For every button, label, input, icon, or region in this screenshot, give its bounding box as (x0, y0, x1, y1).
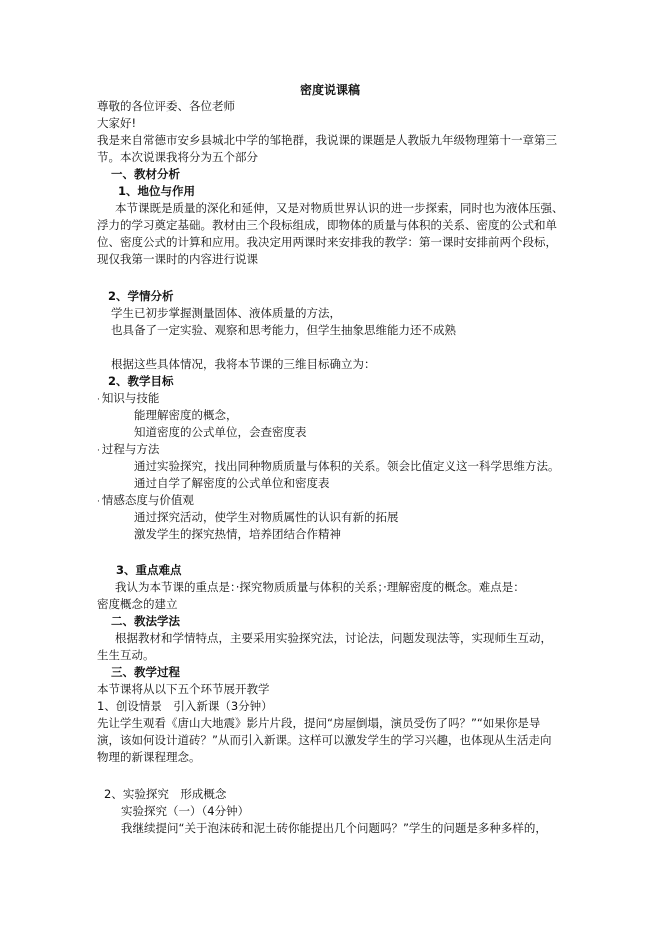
subsection-heading: 2、学情分析 (108, 289, 174, 303)
paragraph-line: 也具备了一定实验、观察和思考能力，但学生抽象思维能力还不成熟 (111, 323, 456, 337)
paragraph-line: 先让学生观看《唐山大地震》影片片段，提问“房屋倒塌，演员受伤了吗？”“如果你是导 (97, 716, 541, 730)
paragraph-line: 位、密度公式的计算和应用。我决定用两课时来安排我的教学：第一课时安排前两个段标， (97, 235, 557, 249)
goal-category-label: 知识与技能 (101, 391, 160, 405)
section-heading: 二、教法学法 (111, 614, 180, 628)
greeting-line: 大家好! (97, 116, 137, 130)
paragraph-line: 我是来自常德市安乡县城北中学的邹艳群，我说课的课题是人教版九年级物理第十一章第三 (97, 133, 557, 147)
paragraph-line: 根据这些具体情况，我将本节课的三维目标确立为： (111, 357, 376, 371)
paragraph-line: 演，该如何设计道砖？”从而引入新课。这样可以激发学生的学习兴趣，也体现从生活走向 (97, 733, 552, 747)
goal-item: 通过自学了解密度的公式单位和密度表 (134, 476, 330, 490)
step-heading: 2、实验探究 形成概念 (104, 787, 227, 801)
goal-category (97, 441, 159, 459)
goal-item: 知道密度的公式单位，会查密度表 (134, 425, 307, 439)
subsection-heading: 3、重点难点 (116, 563, 182, 577)
goal-item: 通过探究活动，使学生对物质属性的认识有新的拓展 (134, 510, 399, 524)
section-heading: 三、教学过程 (111, 665, 180, 679)
goal-item: 能理解密度的概念， (134, 408, 238, 422)
paragraph-line: 我认为本节课的重点是：·探究物质质量与体积的关系；·理解密度的概念。难点是： (115, 580, 525, 594)
subsection-heading: 1、地位与作用 (118, 184, 196, 198)
paragraph-line: 我继续提问“关于泡沫砖和泥土砖你能提出几个问题吗？”学生的问题是多种多样的， (121, 821, 547, 835)
paragraph-line: 物理的新课程理念。 (97, 750, 201, 764)
paragraph-line: 节。本次说课我将分为五个部分 (97, 150, 258, 164)
paragraph-line: 现仅我第一课时的内容进行说课 (97, 252, 258, 266)
goal-category (97, 390, 159, 408)
bullet-icon: · (97, 395, 100, 405)
paragraph-line: 本节课将从以下五个环节展开教学 (97, 682, 270, 696)
paragraph-line: 本节课既是质量的深化和延伸，又是对物质世界认识的进一步探索，同时也为液体压强、 (115, 201, 564, 215)
bullet-icon: · (97, 446, 100, 456)
goal-category-label: 过程与方法 (101, 442, 160, 456)
goal-item: 激发学生的探究热情，培养团结合作精神 (134, 527, 341, 541)
paragraph-line: 密度概念的建立 (97, 597, 178, 611)
section-heading: 一、教材分析 (111, 167, 180, 181)
bullet-icon: · (97, 497, 100, 507)
goal-item: 通过实验探究，找出同种物质质量与体积的关系。领会比值定义这一科学思维方法。 (134, 459, 560, 473)
doc-title: 密度说课稿 (300, 83, 361, 97)
paragraph-line: 根据教材和学情特点，主要采用实验探究法，讨论法，问题发现法等，实现师生互动， (115, 631, 552, 645)
goal-category (97, 492, 194, 510)
paragraph-line: 学生已初步掌握测量固体、液体质量的方法， (111, 306, 341, 320)
goal-category-label: 情感态度与价值观 (101, 493, 194, 507)
greeting-line: 尊敬的各位评委、各位老师 (97, 99, 235, 113)
paragraph-line: 浮力的学习奠定基础。教材由三个段标组成，即物体的质量与体积的关系、密度的公式和单 (97, 218, 557, 232)
paragraph-line: 实验探究（一）（4分钟） (121, 804, 250, 818)
paragraph-line: 生生互动。 (97, 648, 155, 662)
step-heading: 1、创设情景 引入新课（3分钟） (97, 699, 273, 713)
subsection-heading: 2、教学目标 (108, 374, 174, 388)
